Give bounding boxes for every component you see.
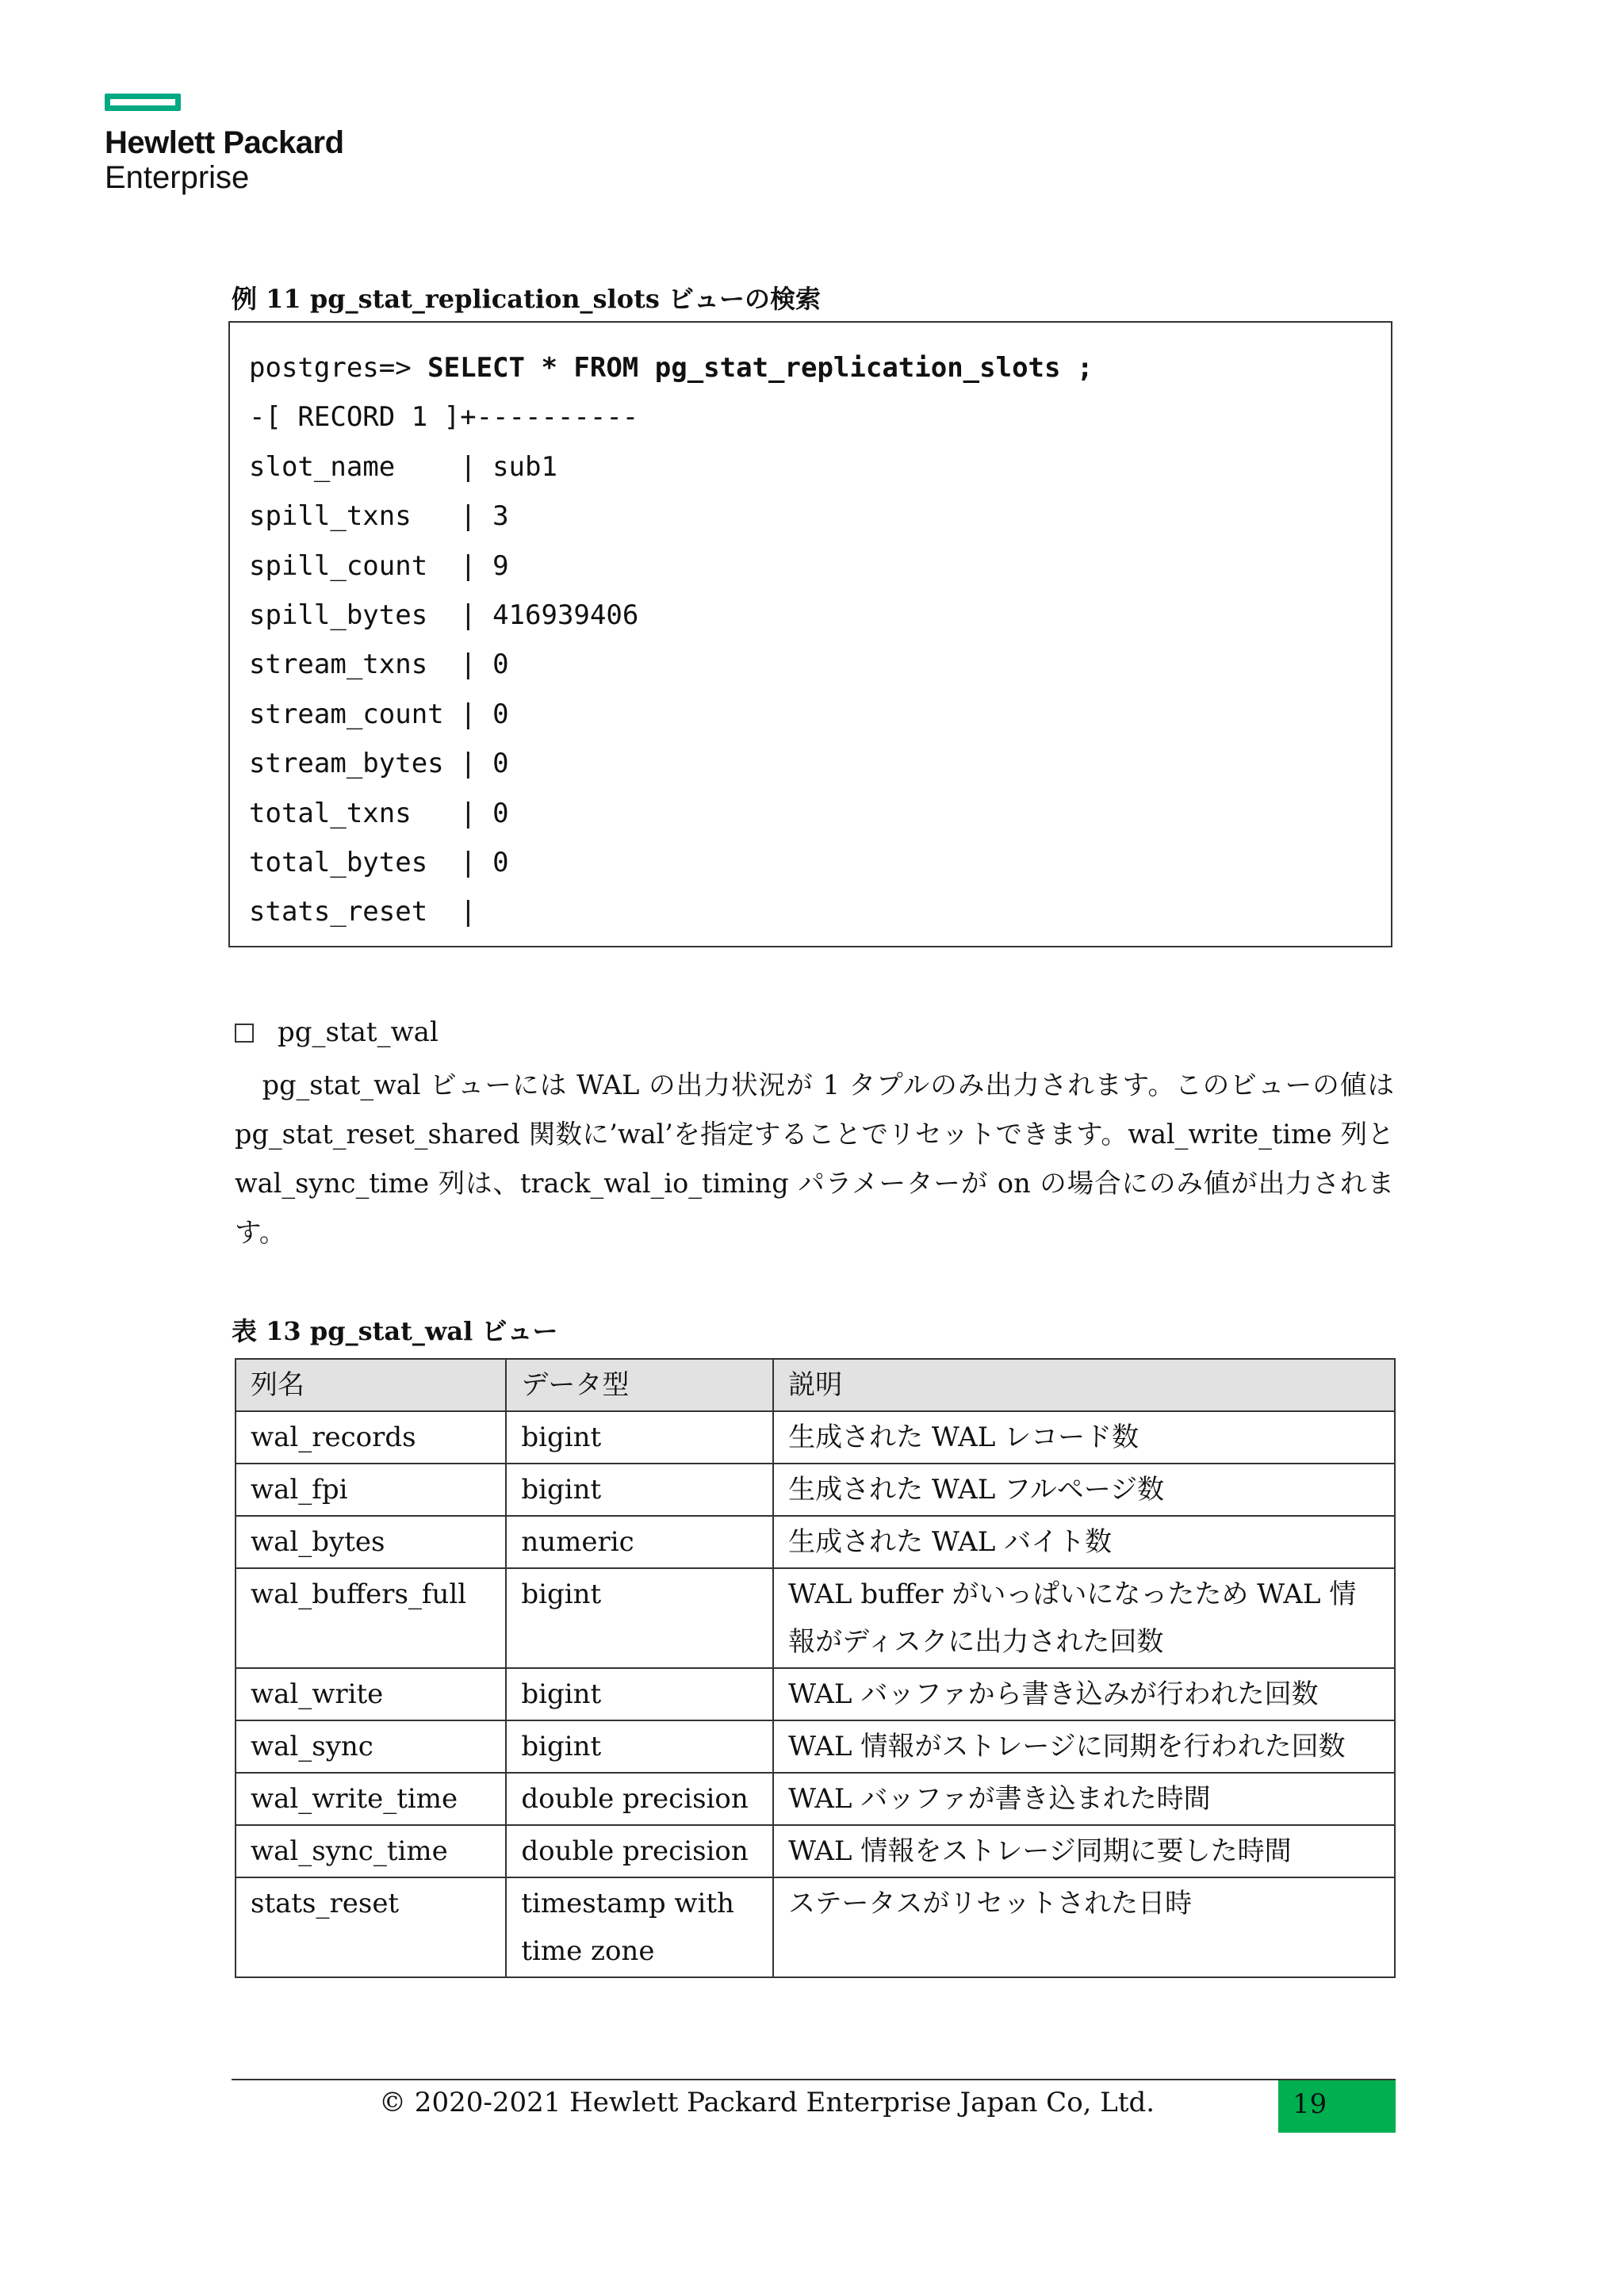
code-field: stream_count <box>249 698 444 730</box>
cell-data-type: timestamp with time zone <box>506 1877 773 1977</box>
brand-line1: Hewlett Packard <box>105 125 344 160</box>
code-row <box>249 739 1391 788</box>
cell-description: WAL 情報がストレージに同期を行われた回数 <box>773 1720 1395 1773</box>
code-field: total_bytes <box>249 846 444 878</box>
code-query-line <box>249 343 1391 392</box>
cell-column-name: wal_buffers_full <box>236 1568 506 1668</box>
section-paragraph: pg_stat_wal ビューには WAL の出力状況が 1 タプルのみ出力されます。このビューの値は pg_stat_reset_shared 関数に’wal’を指定することでリセットできます。wal_write_time 列と wal_sync_time 列は、track_wal_io_timing パラメーターが on の場合にのみ値が出力されます。 <box>235 1070 1394 1248</box>
code-value: | 0 <box>460 797 509 829</box>
cell-column-name: wal_sync_time <box>236 1825 506 1877</box>
code-value: | 416939406 <box>460 599 639 631</box>
code-field: slot_name <box>249 450 444 483</box>
header-column-name: 列名 <box>236 1359 506 1411</box>
code-value: | 0 <box>460 846 509 878</box>
table-row <box>236 1568 1395 1668</box>
code-field: spill_txns <box>249 500 444 533</box>
code-row <box>249 838 1391 887</box>
code-value: | <box>460 896 477 928</box>
code-row <box>249 492 1391 541</box>
code-row <box>249 442 1391 492</box>
code-value: | 0 <box>460 649 509 681</box>
cell-description: WAL バッファが書き込まれた時間 <box>773 1773 1395 1825</box>
table-row <box>236 1516 1395 1568</box>
code-field: stream_bytes <box>249 748 444 780</box>
code-value: | 0 <box>460 698 509 730</box>
cell-description: 生成された WAL レコード数 <box>773 1411 1395 1464</box>
code-row <box>249 541 1391 591</box>
table-row <box>236 1825 1395 1877</box>
cell-column-name: wal_records <box>236 1411 506 1464</box>
section-heading <box>235 1016 439 1048</box>
checkbox-bullet-icon <box>235 1024 254 1043</box>
code-field: stats_reset <box>249 896 444 928</box>
hpe-logo <box>105 94 344 195</box>
footer-divider <box>232 2079 1396 2080</box>
cell-data-type: bigint <box>506 1720 773 1773</box>
code-row <box>249 789 1391 838</box>
cell-description: 生成された WAL バイト数 <box>773 1516 1395 1568</box>
code-row <box>249 887 1391 936</box>
cell-data-type: numeric <box>506 1516 773 1568</box>
code-rows <box>249 442 1391 937</box>
table-row <box>236 1668 1395 1720</box>
page-number: 19 <box>1278 2080 1396 2133</box>
pg-stat-wal-table <box>235 1358 1396 1978</box>
cell-description: WAL 情報をストレージ同期に要した時間 <box>773 1825 1395 1877</box>
code-value: | 3 <box>460 500 509 533</box>
code-block <box>228 321 1392 947</box>
cell-column-name: wal_bytes <box>236 1516 506 1568</box>
table-body <box>236 1411 1395 1977</box>
table-row <box>236 1877 1395 1977</box>
code-record-header: -[ RECORD 1 ]+---------- <box>249 401 639 434</box>
code-field: stream_txns <box>249 649 444 681</box>
code-value: | sub1 <box>460 450 557 483</box>
cell-column-name: wal_write_time <box>236 1773 506 1825</box>
table-header-row <box>236 1359 1395 1411</box>
table-row <box>236 1773 1395 1825</box>
cell-description: 生成された WAL フルページ数 <box>773 1464 1395 1516</box>
code-row <box>249 591 1391 640</box>
brand-line2: Enterprise <box>105 160 250 195</box>
example-caption: 例 11 pg_stat_replication_slots ビューの検索 <box>232 284 822 314</box>
code-value: | 0 <box>460 748 509 780</box>
header-data-type: データ型 <box>506 1359 773 1411</box>
code-prompt: postgres=> <box>249 352 428 384</box>
cell-data-type: bigint <box>506 1568 773 1668</box>
cell-column-name: wal_write <box>236 1668 506 1720</box>
code-row <box>249 640 1391 689</box>
cell-data-type: bigint <box>506 1668 773 1720</box>
cell-column-name: wal_fpi <box>236 1464 506 1516</box>
code-field: spill_count <box>249 549 444 582</box>
cell-description: ステータスがリセットされた日時 <box>773 1877 1395 1977</box>
cell-data-type: bigint <box>506 1411 773 1464</box>
cell-data-type: double precision <box>506 1773 773 1825</box>
cell-column-name: wal_sync <box>236 1720 506 1773</box>
cell-description: WAL buffer がいっぱいになったため WAL 情報がディスクに出力された回数 <box>773 1568 1395 1668</box>
table-caption: 表 13 pg_stat_wal ビュー <box>232 1316 558 1346</box>
code-row <box>249 690 1391 739</box>
cell-data-type: bigint <box>506 1464 773 1516</box>
code-query: SELECT * FROM pg_stat_replication_slots ; <box>427 352 1094 384</box>
footer-copyright: © 2020-2021 Hewlett Packard Enterprise Japan Co, Ltd. <box>379 2087 1155 2118</box>
section-title: pg_stat_wal <box>278 1016 439 1048</box>
cell-column-name: stats_reset <box>236 1877 506 1977</box>
code-field: total_txns <box>249 797 444 829</box>
code-value: | 9 <box>460 549 509 582</box>
hpe-logo-mark <box>105 94 181 111</box>
header-description: 説明 <box>773 1359 1395 1411</box>
cell-description: WAL バッファから書き込みが行われた回数 <box>773 1668 1395 1720</box>
cell-data-type: double precision <box>506 1825 773 1877</box>
table-row <box>236 1720 1395 1773</box>
table-row <box>236 1411 1395 1464</box>
table-row <box>236 1464 1395 1516</box>
code-field: spill_bytes <box>249 599 444 631</box>
